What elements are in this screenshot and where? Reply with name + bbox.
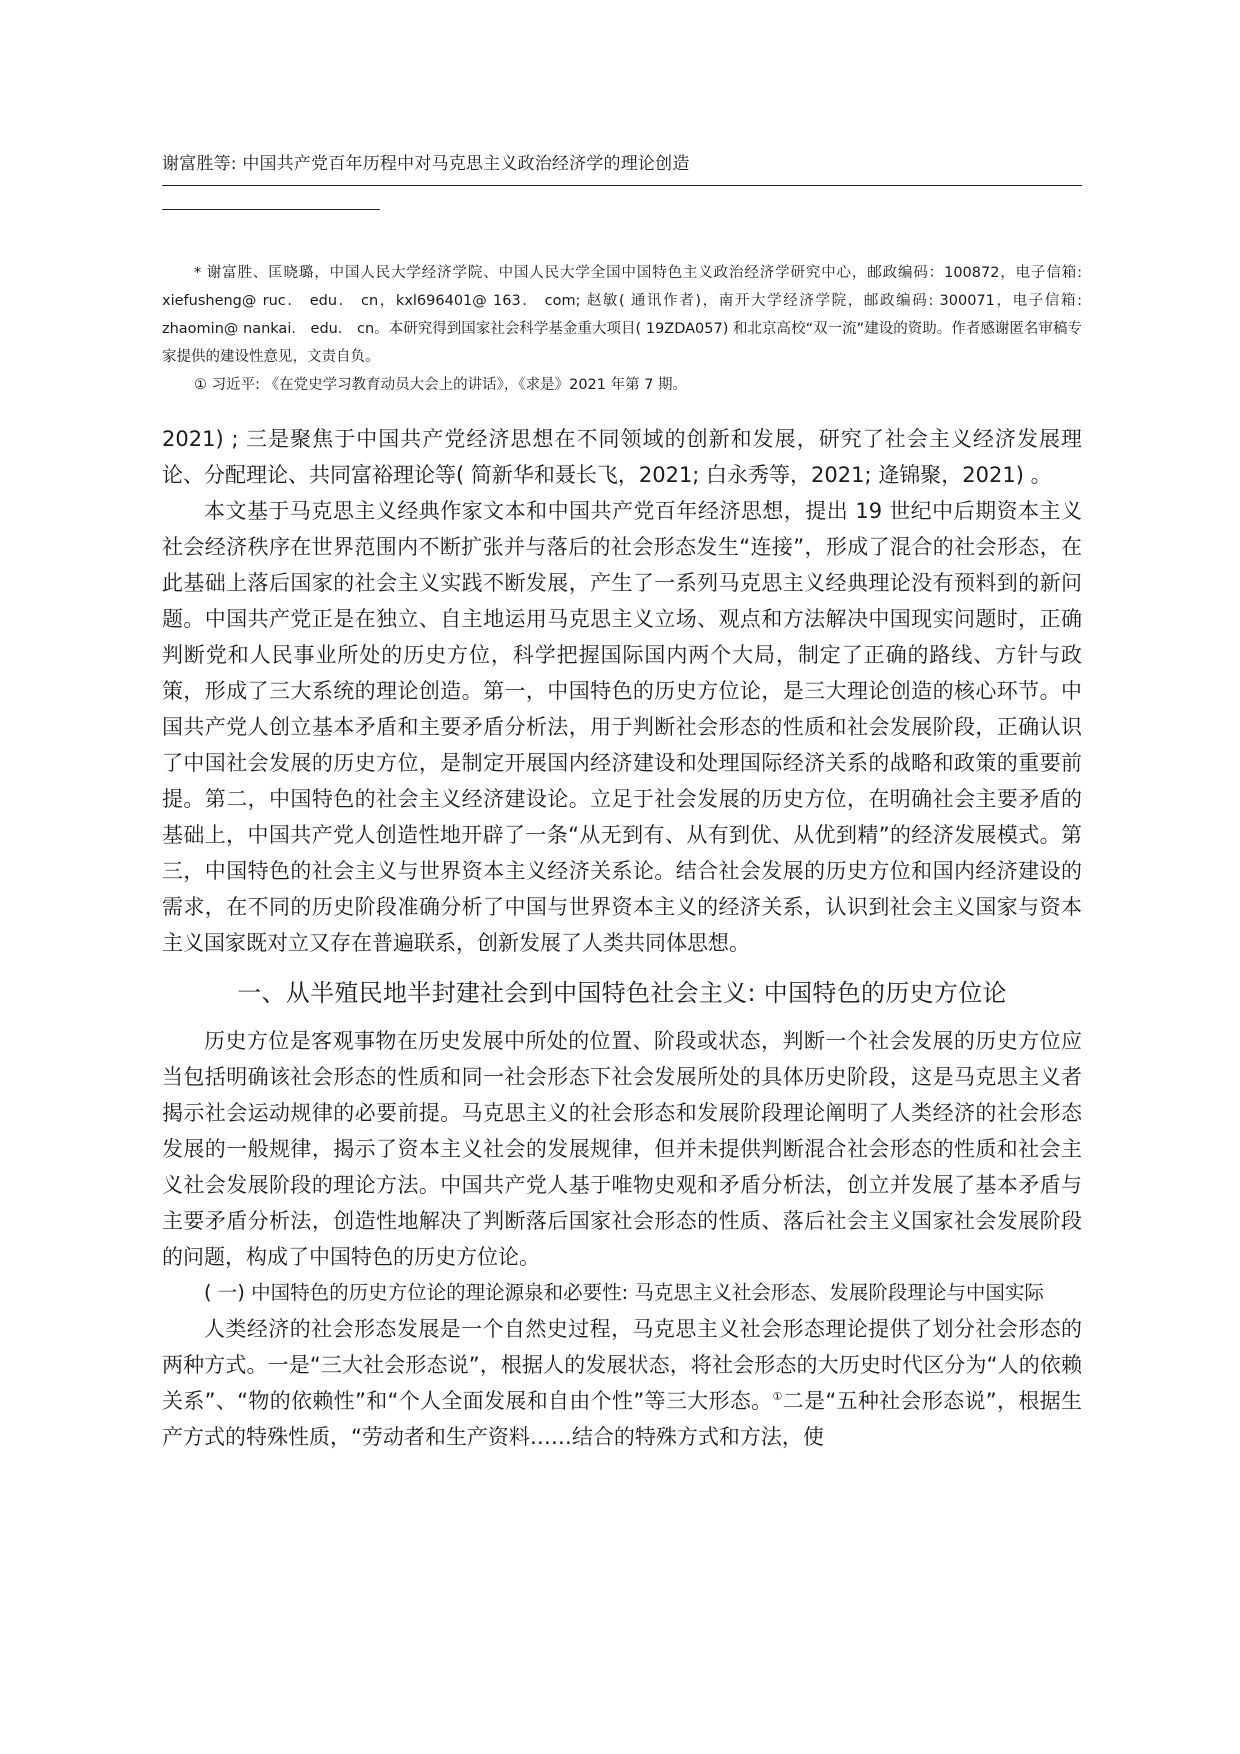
footnotes (162, 259, 1082, 399)
section-1-paragraph: 历史方位是客观事物在历史发展中所处的位置、阶段或状态，判断一个社会发展的历史方位应当包括明确该社会形态的性质和同一社会形态下社会发展所处的具体历史阶段，这是马克思主义者揭示社会运动规律的必要前提。马克思主义的社会形态和发展阶段理论阐明了人类经济的社会形态发展的一般规律，揭示了资本主义社会的发展规律，但并未提供判断混合社会形态的性质和社会主义社会发展阶段的理论方法。中国共产党人基于唯物史观和矛盾分析法，创立并发展了基本矛盾与主要矛盾分析法，创造性地解决了判断落后国家社会形态的性质、落后社会主义国家社会发展阶段的问题，构成了中国特色的历史方位论。 (162, 1029, 1082, 1269)
footnote-ref-1[interactable]: ① (772, 1390, 783, 1403)
subsection-1-paragraph (162, 1311, 1082, 1455)
body-text (162, 421, 1082, 1455)
section-1-heading: 一、从半殖民地半封建社会到中国特色社会主义: 中国特色的历史方位论 (237, 979, 1007, 1007)
footnote-1: ① 习近平: 《在党史学习教育动员大会上的讲话》，《求是》2021 年第 7 期。 (194, 377, 688, 393)
subsection-1-text-a: 人类经济的社会形态发展是一个自然史过程，马克思主义社会形态理论提供了划分社会形态的两种方式。一是“三大社会形态说”，根据人的发展状态，将社会形态的大历史时代区分为“人的依赖关系”、“物的依赖性”和“个人全面发展和自由个性”等三大形态。 (162, 1317, 1082, 1413)
footnote-author-note: * 谢富胜、匡晓璐，中国人民大学经济学院、中国人民大学全国中国特色主义政治经济学研究中心，邮政编码：100872，电子信箱: xiefusheng@ ruc． edu． cn，kxl696401@ 163． com; 赵敏( 通讯作者)，南开大学经济学院，邮政编码: 300071，电子信箱: zhaomin@ nankai． edu． cn。本研究得到国家社会科学基金重大项目( 19ZDA057) 和北京高校“双一流”建设的资助。作者感谢匿名审稿专家提供的建设性意见，文责自负。 (162, 265, 1082, 365)
subsection-1-heading: ( 一) 中国特色的历史方位论的理论源泉和必要性: 马克思主义社会形态、发展阶段理论与中国实际 (204, 1281, 1044, 1304)
continuation-paragraph: 2021) ; 三是聚焦于中国共产党经济思想在不同领域的创新和发展，研究了社会主义经济发展理论、分配理论、共同富裕理论等( 简新华和聂长飞，2021; 白永秀等，2021; 逄锦聚，2021) 。 (162, 427, 1082, 487)
header-rule (162, 185, 1082, 186)
footnote-rule (162, 209, 380, 210)
running-header: 谢富胜等: 中国共产党百年历程中对马克思主义政治经济学的理论创造 (162, 154, 690, 174)
intro-paragraph: 本文基于马克思主义经典作家文本和中国共产党百年经济思想，提出 19 世纪中后期资本主义社会经济秩序在世界范围内不断扩张并与落后的社会形态发生“连接”，形成了混合的社会形态，在此基础上落后国家的社会主义实践不断发展，产生了一系列马克思主义经典理论没有预料到的新问题。中国共产党正是在独立、自主地运用马克思主义立场、观点和方法解决中国现实问题时，正确判断党和人民事业所处的历史方位，科学把握国际国内两个大局，制定了正确的路线、方针与政策，形成了三大系统的理论创造。第一，中国特色的历史方位论，是三大理论创造的核心环节。中国共产党人创立基本矛盾和主要矛盾分析法，用于判断社会形态的性质和社会发展阶段，正确认识了中国社会发展的历史方位，是制定开展国内经济建设和处理国际经济关系的战略和政策的重要前提。第二，中国特色的社会主义经济建设论。立足于社会发展的历史方位，在明确社会主要矛盾的基础上，中国共产党人创造性地开辟了一条“从无到有、从有到优、从优到精”的经济发展模式。第三，中国特色的社会主义与世界资本主义经济关系论。结合社会发展的历史方位和国内经济建设的需求，在不同的历史阶段准确分析了中国与世界资本主义的经济关系，认识到社会主义国家与资本主义国家既对立又存在普遍联系，创新发展了人类共同体思想。 (162, 499, 1082, 955)
subsection-1-text-b: 二是“五种社会形态说”，根据生产方式的特殊性质，“劳动者和生产资料……结合的特殊方式和方法，使 (162, 1389, 1082, 1449)
